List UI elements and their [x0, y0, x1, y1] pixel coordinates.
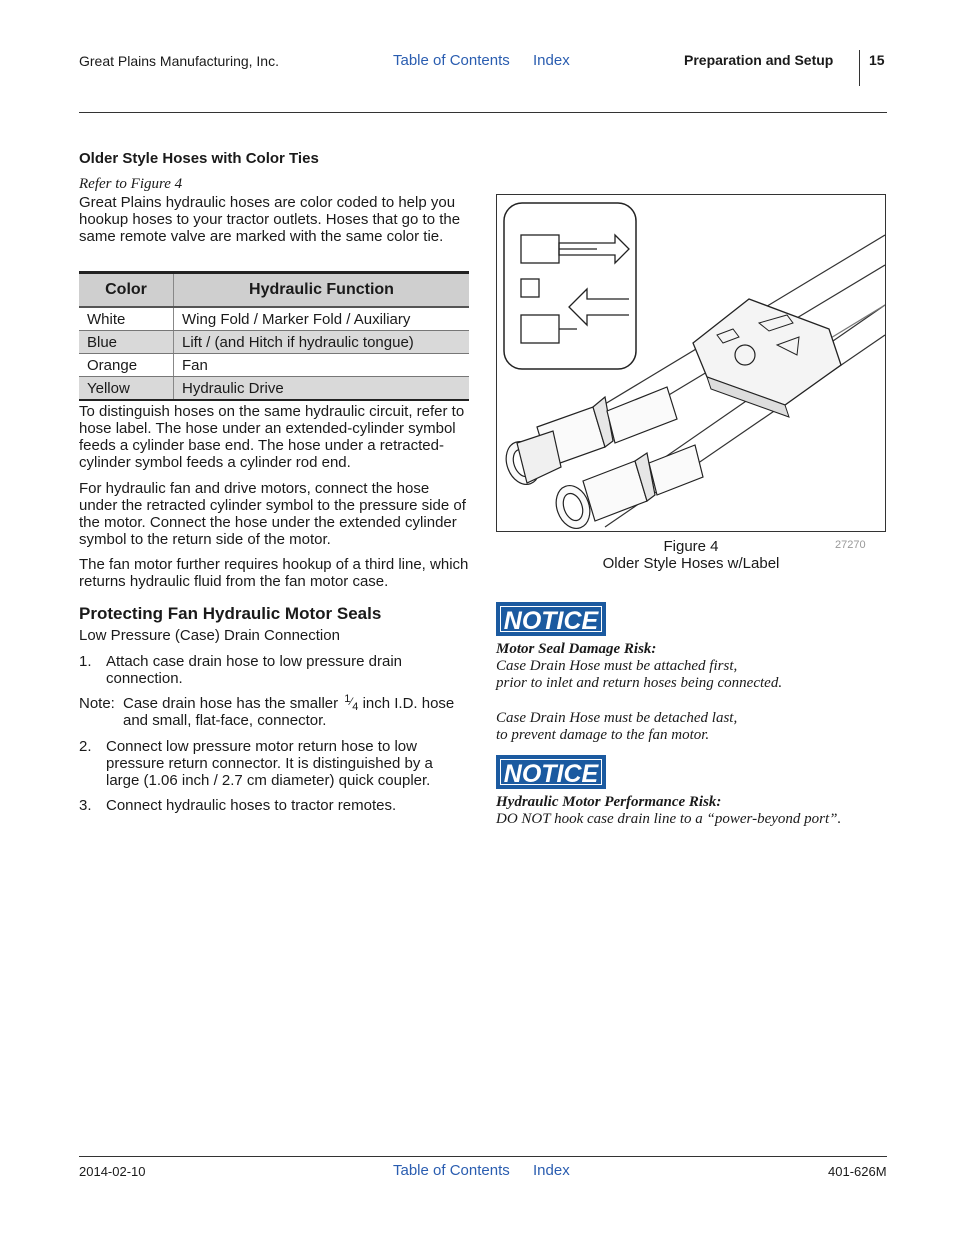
notice-1-title: Motor Seal Damage Risk:: [496, 641, 657, 657]
footer-rule: [79, 1156, 887, 1157]
paragraph-fan-drive-motors: For hydraulic fan and drive motors, connect the hose under the retracted cylinder symbol to the pressure side of the motor. Connect the hose under the extended cylinder symbol to the return side of the motor.: [79, 480, 466, 548]
notice-2-title: Hydraulic Motor Performance Risk:: [496, 794, 722, 810]
note-line-1: Case drain hose has the smaller $^{1⁄}$4 inch I.D. hose: [123, 693, 455, 713]
table-cell-function: Wing Fold / Marker Fold / Auxiliary: [174, 307, 470, 331]
footer-date: 2014-02-10: [79, 1164, 146, 1179]
notice-badge-text: NOTICE: [500, 759, 602, 785]
hoses-with-label-drawing: [497, 195, 885, 531]
section-title: Preparation and Setup: [684, 52, 834, 68]
note-text-post: inch I.D. hose: [362, 695, 455, 712]
header-rule: [79, 112, 887, 113]
table-cell-color: Orange: [79, 354, 174, 377]
paragraph-third-line: The fan motor further requires hookup of a third line, which returns hydraulic fluid from the fan motor case.: [79, 556, 469, 590]
hose-label-tag: [693, 299, 841, 417]
company-name: Great Plains Manufacturing, Inc.: [79, 53, 279, 69]
step-1-number: 1.: [79, 653, 92, 670]
figure-reference: Refer to Figure 4: [79, 176, 183, 192]
notice-1-line-4: to prevent damage to the fan motor.: [496, 727, 710, 743]
hydraulic-color-table: [79, 271, 469, 401]
table-of-contents-link[interactable]: Table of Contents: [393, 52, 510, 69]
step-2-text: Connect low pressure motor return hose to low pressure return connector. It is distinguished by a large (1.06 inch / 2.7 cm diameter) quick coupler.: [106, 738, 433, 789]
table-cell-color: Blue: [79, 331, 174, 354]
page-number: 15: [869, 52, 885, 68]
figure-caption-title: Older Style Hoses w/Label: [602, 555, 780, 572]
notice-badge: [496, 602, 606, 636]
table-header-color: Color: [79, 273, 174, 308]
hose-label-inset: [504, 203, 636, 369]
intro-paragraph: Great Plains hydraulic hoses are color coded to help you hookup hoses to your tractor outlets. Hoses that go to the same remote valve are marked with the same color tie.: [79, 194, 461, 245]
table-row: [79, 377, 469, 401]
step-1-text: Attach case drain hose to low pressure drain connection.: [106, 653, 402, 687]
figure-4-hoses-illustration: [496, 194, 886, 532]
footer-index-link[interactable]: Index: [533, 1162, 570, 1179]
header-divider: [859, 50, 860, 86]
notice-1-line-3: Case Drain Hose must be detached last,: [496, 710, 738, 726]
fraction-numerator: 1: [344, 693, 351, 705]
notice-1-line-2: prior to inlet and return hoses being connected.: [496, 675, 783, 691]
table-cell-color: White: [79, 307, 174, 331]
note-label: Note:: [79, 695, 115, 712]
notice-2-line-1: DO NOT hook case drain line to a “power-beyond port”.: [496, 811, 842, 827]
step-3-text: Connect hydraulic hoses to tractor remotes.: [106, 797, 397, 814]
table-header-function: Hydraulic Function: [174, 273, 470, 308]
table-cell-function: Lift / (and Hitch if hydraulic tongue): [174, 331, 470, 354]
note-line-2: and small, flat-face, connector.: [123, 712, 327, 729]
figure-image-id: 27270: [835, 539, 866, 551]
table-cell-color: Yellow: [79, 377, 174, 401]
step-2-number: 2.: [79, 738, 92, 755]
figure-caption-number: Figure 4: [663, 538, 719, 555]
subheading-drain-connection: Low Pressure (Case) Drain Connection: [79, 627, 340, 644]
index-link[interactable]: Index: [533, 52, 570, 69]
table-cell-function: Hydraulic Drive: [174, 377, 470, 401]
table-cell-function: Fan: [174, 354, 470, 377]
section-heading-older-style-hoses: Older Style Hoses with Color Ties: [79, 150, 319, 167]
table-row: [79, 307, 469, 331]
step-3-number: 3.: [79, 797, 92, 814]
notice-1-line-1: Case Drain Hose must be attached first,: [496, 658, 738, 674]
table-row: [79, 354, 469, 377]
table-row: [79, 331, 469, 354]
notice-badge-text: NOTICE: [500, 606, 602, 632]
section-heading-protecting-seals: Protecting Fan Hydraulic Motor Seals: [79, 604, 382, 623]
notice-badge: [496, 755, 606, 789]
paragraph-distinguish-hoses: To distinguish hoses on the same hydraulic circuit, refer to hose label. The hose under an extended-cylinder symbol feeds a cylinder base end. The hose under a retracted-cylinder symbol feeds a cylinder rod end.: [79, 403, 465, 471]
footer-table-of-contents-link[interactable]: Table of Contents: [393, 1162, 510, 1179]
document-number: 401-626M: [828, 1164, 887, 1179]
note-text-pre: Case drain hose has the smaller: [123, 695, 339, 712]
fraction-denominator: 4: [352, 701, 359, 713]
